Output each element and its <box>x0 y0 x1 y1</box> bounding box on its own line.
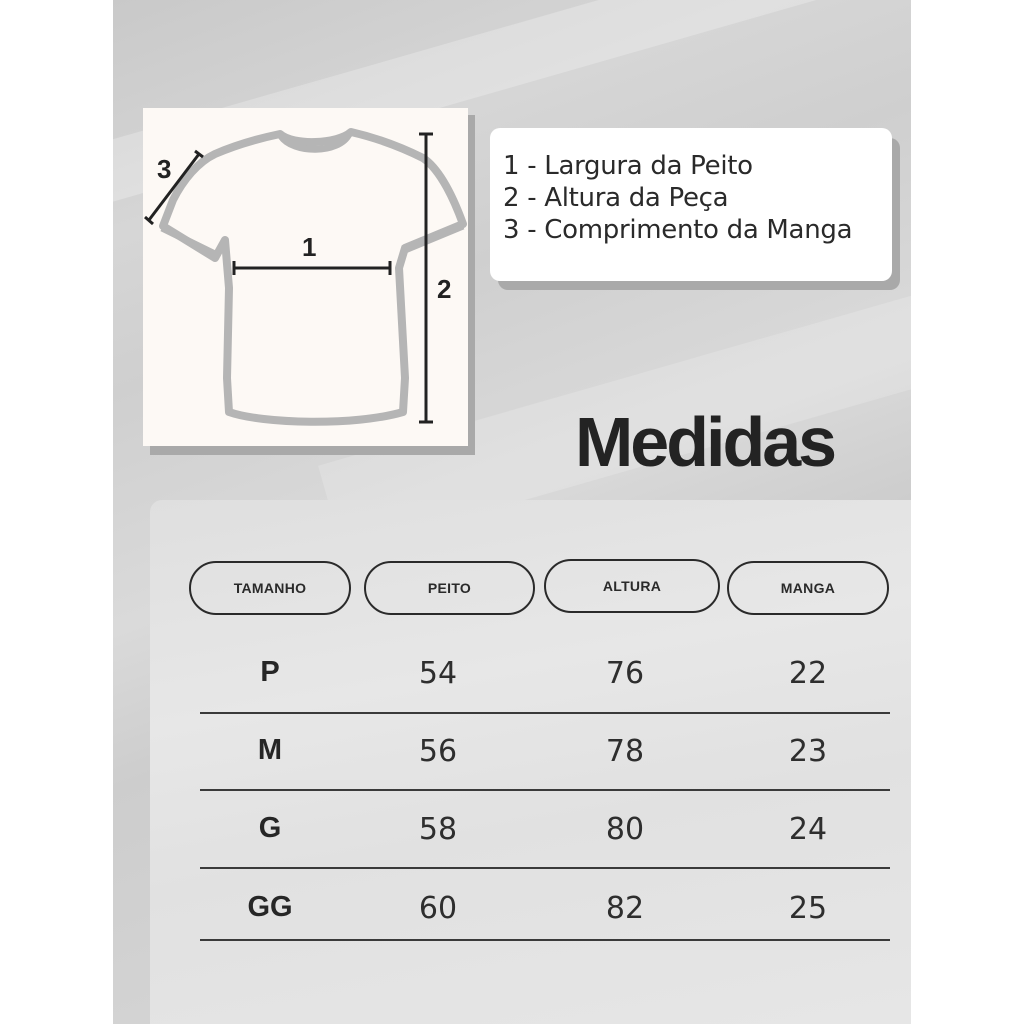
tshirt-diagram-card <box>143 108 468 446</box>
row-divider <box>200 789 890 791</box>
row-divider <box>200 712 890 714</box>
length-measure-label: 2 <box>437 274 452 304</box>
table-cell-peito: 60 <box>418 891 458 926</box>
legend-line-sleeve: 3 - Comprimento da Manga <box>503 215 853 245</box>
table-cell-altura: 76 <box>605 656 645 691</box>
row-divider <box>200 939 890 941</box>
table-cell-peito: 56 <box>418 734 458 769</box>
table-cell-altura: 78 <box>605 734 645 769</box>
table-cell-peito: 58 <box>418 812 458 847</box>
table-cell-size: M <box>257 734 283 766</box>
table-cell-size: P <box>260 656 280 688</box>
page-title: Medidas <box>575 403 835 481</box>
header-tamanho: TAMANHO <box>189 561 351 615</box>
table-cell-size: G <box>258 812 282 844</box>
table-cell-altura: 82 <box>605 891 645 926</box>
table-cell-manga: 24 <box>788 812 828 847</box>
tshirt-diagram <box>143 108 468 446</box>
row-divider <box>200 867 890 869</box>
legend-line-chest: 1 - Largura da Peito <box>503 151 753 181</box>
legend-line-length: 2 - Altura da Peça <box>503 183 729 213</box>
legend-card <box>490 128 892 281</box>
table-cell-manga: 25 <box>788 891 828 926</box>
table-cell-peito: 54 <box>418 656 458 691</box>
table-cell-size: GG <box>247 891 293 923</box>
tshirt-outline-icon <box>163 132 463 422</box>
header-manga: MANGA <box>727 561 889 615</box>
chest-measure-label: 1 <box>302 232 317 262</box>
header-altura: ALTURA <box>544 559 720 613</box>
table-cell-manga: 22 <box>788 656 828 691</box>
table-cell-altura: 80 <box>605 812 645 847</box>
header-peito: PEITO <box>364 561 535 615</box>
sleeve-measure-label: 3 <box>157 154 172 184</box>
table-cell-manga: 23 <box>788 734 828 769</box>
